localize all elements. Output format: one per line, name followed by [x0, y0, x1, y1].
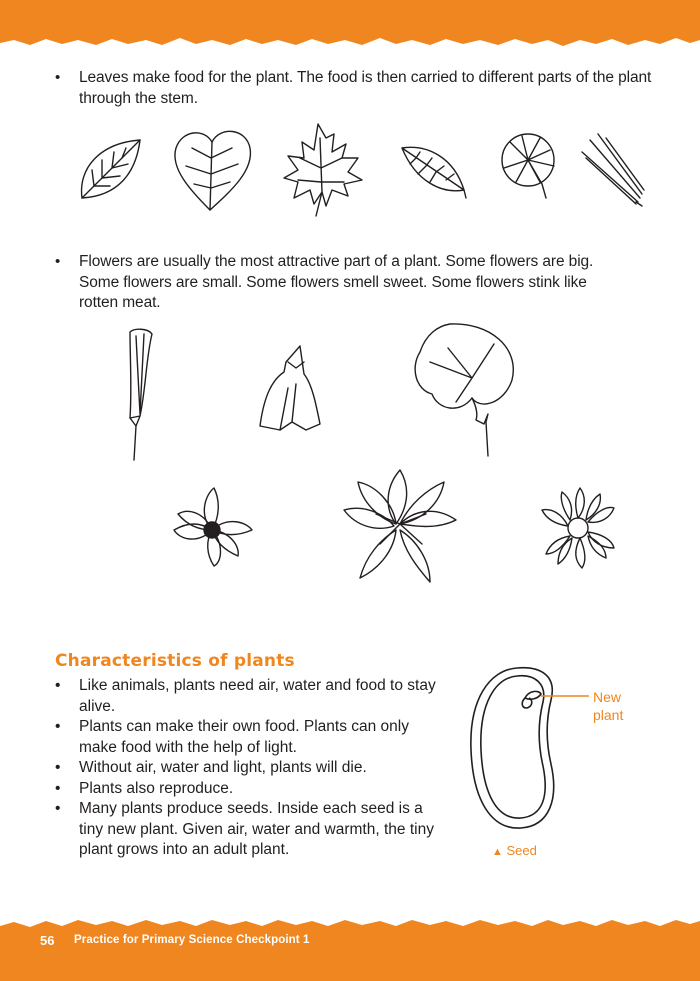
new-plant-label-line2: plant — [593, 707, 624, 723]
section-title: Characteristics of plants — [55, 651, 295, 671]
seed-icon — [455, 660, 655, 865]
seed-figure — [455, 660, 655, 865]
leaf-icon — [82, 140, 140, 198]
list-item — [55, 717, 439, 758]
seed-label-text: Seed — [506, 843, 537, 858]
list-item — [55, 799, 439, 861]
bullet: • — [55, 69, 61, 86]
leaf-icon — [284, 124, 362, 216]
flowers-text: Flowers are usually the most attractive part of a plant. Some flowers are big. Some flowers are small. Some flowers smell sweet. Some flowers stink like rotten meat. — [79, 253, 594, 311]
bullet: • — [55, 253, 61, 270]
book-title: Practice for Primary Science Checkpoint 1 — [74, 934, 310, 946]
flowers-illustration — [100, 318, 640, 608]
flower-icon — [130, 329, 152, 460]
bullet: • — [55, 677, 61, 694]
flower-icon — [415, 324, 513, 456]
footer-banner — [0, 918, 700, 981]
leaf-icon — [582, 134, 644, 206]
flower-icon — [260, 346, 320, 430]
list-item-text: Plants can make their own food. Plants can only make food with the help of light. — [79, 718, 409, 756]
bullet: • — [55, 800, 61, 817]
leaf-icon — [175, 131, 251, 210]
new-plant-label-line1: New — [593, 689, 622, 705]
list-item — [55, 758, 439, 779]
list-item-text: Plants also reproduce. — [79, 779, 234, 797]
list-item-text: Many plants produce seeds. Inside each seed is a tiny new plant. Given air, water and warmth, the tiny plant grows into an adult plant. — [79, 800, 434, 858]
top-banner — [0, 0, 700, 52]
list-item — [55, 676, 439, 717]
leaf-icon — [402, 147, 466, 198]
arrow-up-icon: ▲ — [492, 846, 503, 858]
flower-icon — [344, 470, 456, 582]
leaves-text: Leaves make food for the plant. The food is then carried to different parts of the plant through the stem. — [79, 69, 652, 107]
flowers-paragraph — [55, 252, 619, 314]
characteristics-list — [55, 676, 439, 861]
bullet: • — [55, 759, 61, 776]
bullet: • — [55, 779, 61, 797]
flower-icon — [542, 488, 614, 568]
new-plant-label — [593, 688, 623, 724]
leaf-icon — [502, 134, 554, 198]
leaves-illustration — [70, 118, 660, 218]
list-item-text: Like animals, plants need air, water and food to stay alive. — [79, 677, 436, 715]
page-number: 56 — [40, 933, 55, 948]
seed-label — [492, 843, 537, 858]
list-item-text: Without air, water and light, plants will die. — [79, 759, 367, 776]
flower-icon — [174, 488, 252, 566]
list-item — [55, 779, 439, 800]
leaves-paragraph — [55, 68, 659, 109]
bullet: • — [55, 718, 61, 735]
